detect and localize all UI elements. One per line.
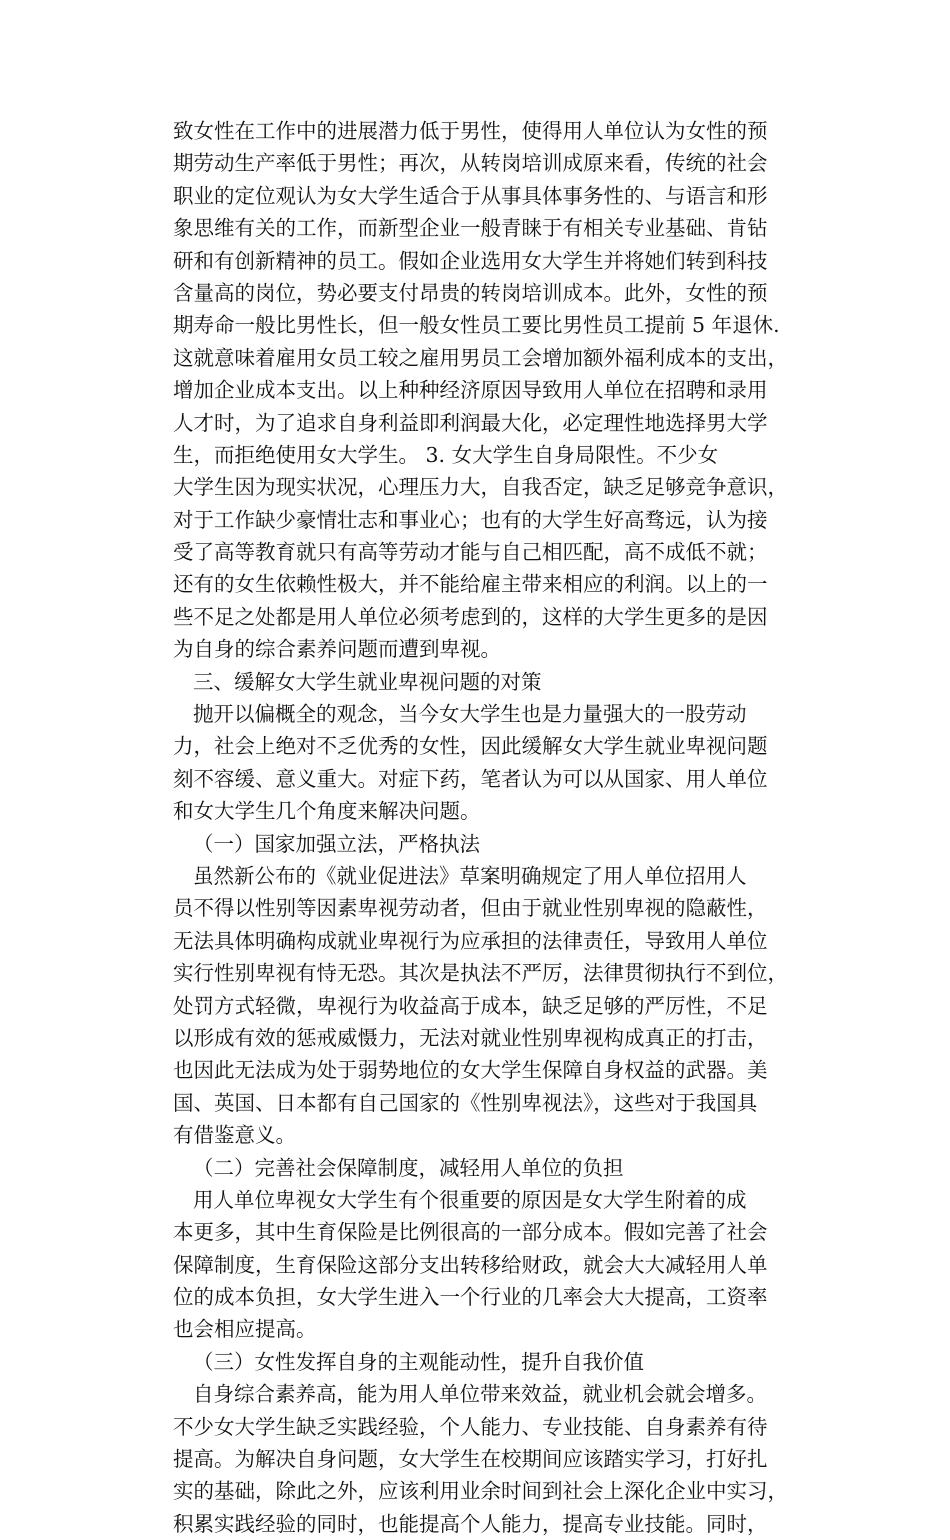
body-text-line: 研和有创新精神的员工。假如企业选用女大学生并将她们转到科技 [173,248,768,273]
body-text-line: 象思维有关的工作，而新型企业一般青睐于有相关专业基础、肯钻 [173,216,768,241]
body-text-line: 大学生因为现实状况，心理压力大，自我否定，缺乏足够竞争意识， [173,475,788,500]
paragraph-first-line: 自身综合素养高，能为用人单位带来效益，就业机会就会增多。 [193,1382,767,1407]
body-text-line: 对于工作缺少豪情壮志和事业心；也有的大学生好高骛远，认为接 [173,507,768,532]
body-text-line: 保障制度，生育保险这部分支出转移给财政，就会大大减轻用人单 [173,1252,768,1277]
body-text-line: 有借鉴意义。 [173,1123,296,1148]
paragraph-first-line: 抛开以偏概全的观念，当今女大学生也是力量强大的一股劳动 [193,702,747,727]
body-text-line: 员不得以性别等因素卑视劳动者，但由于就业性别卑视的隐蔽性， [173,896,768,921]
body-text-line: 位的成本负担，女大学生进入一个行业的几率会大大提高，工资率 [173,1285,768,1310]
body-text-line: 国、英国、日本都有自己国家的《性别卑视法》，这些对于我国具 [173,1090,758,1115]
subsection-heading: （一）国家加强立法，严格执法 [193,831,480,856]
paragraph-first-line: 用人单位卑视女大学生有个很重要的原因是女大学生附着的成 [193,1187,747,1212]
body-text-line: 刻不容缓、意义重大。对症下药，笔者认为可以从国家、用人单位 [173,766,768,791]
section-heading: 三、缓解女大学生就业卑视问题的对策 [193,669,542,694]
body-text-line: 受了高等教育就只有高等劳动才能与自己相匹配，高不成低不就； [173,540,768,565]
body-text-line: 不少女大学生缺乏实践经验，个人能力、专业技能、自身素养有待 [173,1414,768,1439]
body-text-line: 也会相应提高。 [173,1317,317,1342]
body-text-line: 以形成有效的惩戒威慑力，无法对就业性别卑视构成真正的打击， [173,1025,768,1050]
body-text-line: 期寿命一般比男性长，但一般女性员工要比男性员工提前 5 年退休. [173,313,780,338]
body-text-line: 增加企业成本支出。以上种种经济原因导致用人单位在招聘和录用 [173,378,768,403]
body-text-line: 含量高的岗位，势必要支付昂贵的转岗培训成本。此外，女性的预 [173,280,768,305]
body-text-line: 人才时，为了追求自身利益即利润最大化，必定理性地选择男大学 [173,410,768,435]
body-text-line: 力，社会上绝对不乏优秀的女性，因此缓解女大学生就业卑视问题 [173,734,768,759]
body-text-line: 还有的女生依赖性极大，并不能给雇主带来相应的利润。以上的一 [173,572,768,597]
body-text-line: 致女性在工作中的进展潜力低于男性，使得用人单位认为女性的预 [173,119,768,143]
body-text-line: 职业的定位观认为女大学生适合于从事具体事务性的、与语言和形 [173,183,768,208]
subsection-heading: （二）完善社会保障制度，减轻用人单位的负担 [193,1155,624,1180]
body-text-line: 也因此无法成为处于弱势地位的女大学生保障自身权益的武器。美 [173,1058,768,1083]
body-text-line: 无法具体明确构成就业卑视行为应承担的法律责任，导致用人单位 [173,928,768,953]
body-text-line: 这就意味着雇用女员工较之雇用男员工会增加额外福利成本的支出， [173,345,788,370]
body-text-line: 为自身的综合素养问题而遭到卑视。 [173,637,501,662]
body-text-line: 积累实践经验的同时，也能提高个人能力，提高专业技能。同时， [173,1511,768,1536]
body-text-line: 和女大学生几个角度来解决问题。 [173,799,481,824]
subsection-heading: （三）女性发挥自身的主观能动性，提升自我价值 [193,1349,644,1374]
body-text-line: 实的基础，除此之外，应该利用业余时间到社会上深化企业中实习， [173,1479,788,1504]
paragraph-first-line: 虽然新公布的《就业促进法》草案明确规定了用人单位招用人 [193,863,747,888]
body-text-line: 些不足之处都是用人单位必须考虑到的，这样的大学生更多的是因 [173,604,768,629]
body-text-line: 本更多，其中生育保险是比例很高的一部分成本。假如完善了社会 [173,1220,768,1245]
body-text-line: 处罚方式轻微，卑视行为收益高于成本，缺乏足够的严厉性，不足 [173,993,768,1018]
body-text-line: 实行性别卑视有恃无恐。其次是执法不严厉，法律贯彻执行不到位， [173,961,788,986]
document-body [173,115,813,1540]
body-text-line: 生，而拒绝使用女大学生。 3. 女大学生自身局限性。不少女 [173,442,719,467]
body-text-line: 期劳动生产率低于男性；再次，从转岗培训成原来看，传统的社会 [173,151,768,176]
body-text-line: 提高。为解决自身问题，女大学生在校期间应该踏实学习，打好扎 [173,1447,768,1472]
